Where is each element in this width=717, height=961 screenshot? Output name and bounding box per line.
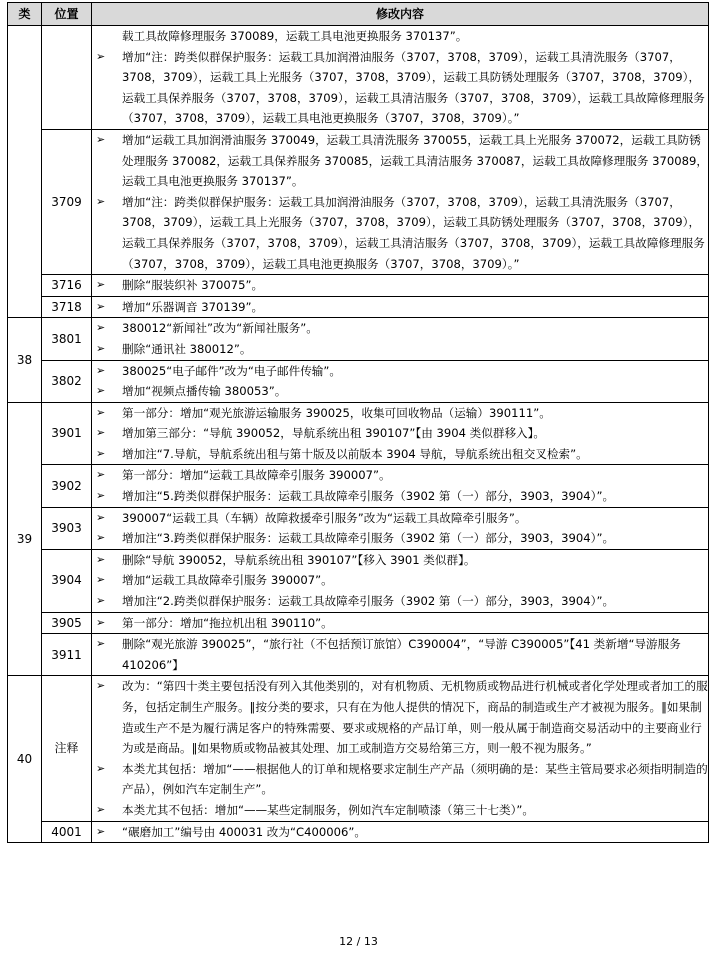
list-item [92, 800, 708, 821]
item-text: 380012“新闻社”改为“新闻社服务”。 [122, 321, 318, 336]
content-cell [92, 612, 709, 634]
table-row [8, 465, 709, 507]
list-item [92, 275, 708, 296]
arrow-bullet-icon: ➢ [96, 594, 106, 608]
list-item [92, 444, 708, 465]
content-cell [92, 360, 709, 402]
item-text: 增加注“3.跨类似群保护服务：运载工具故障牵引服务（3902 第（一）部分，3903，3904）”。 [122, 531, 615, 546]
list-item [92, 613, 708, 634]
arrow-bullet-icon: ➢ [96, 679, 106, 693]
list-item [92, 26, 708, 47]
arrow-bullet-icon: ➢ [96, 552, 106, 566]
item-text: 380025“电子邮件”改为“电子邮件传输”。 [122, 363, 342, 378]
item-text: 增加“视频点播传输 380053”。 [122, 384, 287, 399]
arrow-bullet-icon: ➢ [96, 573, 106, 587]
position-cell: 3903 [42, 507, 92, 549]
list-item [92, 465, 708, 486]
table-row [8, 129, 709, 274]
arrow-bullet-icon: ➢ [96, 384, 106, 398]
list-item [92, 297, 708, 318]
arrow-bullet-icon: ➢ [96, 824, 106, 838]
table-row [8, 676, 709, 821]
item-text: 增加“注：跨类似群保护服务：运载工具加润滑油服务（3707，3708，3709），运载工具清洗服务（3707，3708，3709），运载工具上光服务（3707，3708，3709），运载工具防锈处理服务（3707，3708，3709），运载工具保养服务（3707，3708，3709），运载工具清洁服务（3707，3708，3709），运载工具故障修理服务（3707，3708，3709），运载工具电池更换服务（3707，3708，3709）。” [122, 49, 705, 126]
arrow-bullet-icon: ➢ [96, 615, 106, 629]
table-row [8, 360, 709, 402]
table-row [8, 26, 709, 130]
position-cell: 3801 [42, 318, 92, 360]
table-row [8, 612, 709, 634]
content-cell [92, 318, 709, 360]
item-text: 第一部分：增加“拖拉机出租 390110”。 [122, 615, 333, 630]
content-cell [92, 465, 709, 507]
arrow-bullet-icon: ➢ [96, 49, 106, 63]
arrow-bullet-icon: ➢ [96, 802, 106, 816]
content-cell [92, 821, 709, 843]
item-text: 增加“运载工具加润滑油服务 370049，运载工具清洗服务 370055，运载工具上光服务 370072，运载工具防锈处理服务 370082，运载工具保养服务 370085，运载工具清洁服务 370087，运载工具故障修理服务 370089，运载工具电池更换服务 370137”。 [122, 132, 708, 189]
arrow-bullet-icon: ➢ [96, 132, 106, 146]
position-cell: 4001 [42, 821, 92, 843]
table-row [8, 275, 709, 297]
list-item [92, 759, 708, 800]
arrow-bullet-icon: ➢ [96, 341, 106, 355]
list-item [92, 550, 708, 571]
arrow-bullet-icon: ➢ [96, 446, 106, 460]
arrow-bullet-icon: ➢ [96, 194, 106, 208]
list-item [92, 318, 708, 339]
arrow-bullet-icon: ➢ [96, 468, 106, 482]
item-text: 载工具故障修理服务 370089，运载工具电池更换服务 370137”。 [122, 29, 468, 43]
item-text: 增加“运载工具故障牵引服务 390007”。 [122, 573, 333, 588]
position-cell: 3802 [42, 360, 92, 402]
class-cell: 40 [8, 676, 42, 843]
position-cell: 3905 [42, 612, 92, 634]
list-item [92, 528, 708, 549]
item-text: 删除“服装织补 370075”。 [122, 278, 264, 293]
list-item [92, 570, 708, 591]
arrow-bullet-icon: ➢ [96, 405, 106, 419]
item-text: 本类尤其包括：增加“——根据他人的订单和规格要求定制生产产品（须明确的是：某些主管局要求必须指明制造的产品），例如汽车定制生产”。 [122, 761, 708, 797]
list-item [92, 361, 708, 382]
arrow-bullet-icon: ➢ [96, 321, 106, 335]
position-cell: 3716 [42, 275, 92, 297]
content-cell [92, 296, 709, 318]
arrow-bullet-icon: ➢ [96, 761, 106, 775]
item-text: 改为：“第四十类主要包括没有列入其他类别的，对有机物质、无机物质或物品进行机械或者化学处理或者加工的服务，包括定制生产服务。‖按分类的要求，只有在为他人提供的情况下，商品的制造或生产才被视为服务。‖如果制造或生产不是为履行满足客户的特殊需要、要求或规格的产品订单，则一般从属于制造商交易活动中的主要商业行为或是商品。‖如果物质或物品被其处理、加工或制造方交易给第三方，则一般不视为服务。” [122, 679, 708, 756]
item-text: 删除“通讯社 380012”。 [122, 341, 252, 356]
list-item [92, 423, 708, 444]
table-row [8, 634, 709, 676]
content-cell [92, 676, 709, 821]
position-cell: 3904 [42, 549, 92, 612]
position-cell: 3709 [42, 129, 92, 274]
content-cell [92, 402, 709, 465]
position-cell: 3718 [42, 296, 92, 318]
table-body [8, 26, 709, 843]
modification-table [7, 2, 709, 843]
position-cell: 3911 [42, 634, 92, 676]
item-text: 增加“乐器调音 370139”。 [122, 299, 264, 314]
table-row [8, 402, 709, 465]
table-row [8, 821, 709, 843]
list-item [92, 47, 708, 129]
arrow-bullet-icon: ➢ [96, 278, 106, 292]
list-item [92, 486, 708, 507]
item-text: 390007“运载工具（车辆）故障救援牵引服务”改为“运载工具故障牵引服务”。 [122, 510, 527, 525]
position-cell: 注释 [42, 676, 92, 821]
content-cell [92, 634, 709, 676]
position-cell [42, 26, 92, 130]
item-text: 删除“导航 390052，导航系统出租 390107”【移入 3901 类似群】。 [122, 552, 476, 567]
position-cell: 3902 [42, 465, 92, 507]
item-text: 本类尤其不包括：增加“——某些定制服务，例如汽车定制喷漆（第三十七类）”。 [122, 802, 534, 817]
arrow-bullet-icon: ➢ [96, 510, 106, 524]
item-text: 增加注“2.跨类似群保护服务：运载工具故障牵引服务（3902 第（一）部分，3903，3904）”。 [122, 594, 615, 609]
position-cell: 3901 [42, 402, 92, 465]
arrow-bullet-icon: ➢ [96, 489, 106, 503]
arrow-bullet-icon: ➢ [96, 637, 106, 651]
item-text: 增加注“7.导航，导航系统出租与第十版及以前版本 3904 导航，导航系统出租交叉检索”。 [122, 446, 588, 461]
item-text: 增加注“5.跨类似群保护服务：运载工具故障牵引服务（3902 第（一）部分，3903，3904）”。 [122, 489, 615, 504]
list-item [92, 591, 708, 612]
arrow-bullet-icon: ➢ [96, 426, 106, 440]
list-item [92, 339, 708, 360]
table-header-row [8, 3, 709, 26]
item-text: “碾磨加工”编号由 400031 改为“C400006”。 [122, 824, 366, 839]
list-item [92, 676, 708, 758]
class-cell: 38 [8, 318, 42, 402]
list-item [92, 822, 708, 843]
page-number: 12 / 13 [339, 935, 378, 948]
list-item [92, 381, 708, 402]
list-item [92, 508, 708, 529]
class-cell: 39 [8, 402, 42, 676]
list-item [92, 403, 708, 424]
header-content: 修改内容 [92, 3, 709, 26]
table-row [8, 296, 709, 318]
content-cell [92, 129, 709, 274]
item-text: 第一部分：增加“观光旅游运输服务 390025，收集可回收物品（运输）390111”。 [122, 405, 551, 420]
content-cell [92, 26, 709, 130]
item-text: 增加第三部分：“导航 390052，导航系统出租 390107”【由 3904 类似群移入】。 [122, 426, 546, 441]
table-row [8, 318, 709, 360]
table-row [8, 549, 709, 612]
arrow-bullet-icon: ➢ [96, 299, 106, 313]
content-cell [92, 275, 709, 297]
item-text: 第一部分：增加“运载工具故障牵引服务 390007”。 [122, 468, 391, 483]
content-cell [92, 507, 709, 549]
class-cell [8, 26, 42, 318]
content-cell [92, 549, 709, 612]
arrow-bullet-icon: ➢ [96, 531, 106, 545]
header-class: 类 [8, 3, 42, 26]
list-item [92, 634, 708, 675]
header-position: 位置 [42, 3, 92, 26]
item-text: 增加“注：跨类似群保护服务：运载工具加润滑油服务（3707，3708，3709），运载工具清洗服务（3707，3708，3709），运载工具上光服务（3707，3708，3709），运载工具防锈处理服务（3707，3708，3709），运载工具保养服务（3707，3708，3709），运载工具清洁服务（3707，3708，3709），运载工具故障修理服务（3707，3708，3709），运载工具电池更换服务（3707，3708，3709）。” [122, 194, 705, 271]
arrow-bullet-icon: ➢ [96, 363, 106, 377]
item-text: 删除“观光旅游 390025”，“旅行社（不包括预订旅馆）C390004”，“导游 C390005”【41 类新增“导游服务 410206”】 [122, 637, 681, 672]
table-row [8, 507, 709, 549]
list-item [92, 130, 708, 192]
list-item [92, 192, 708, 274]
